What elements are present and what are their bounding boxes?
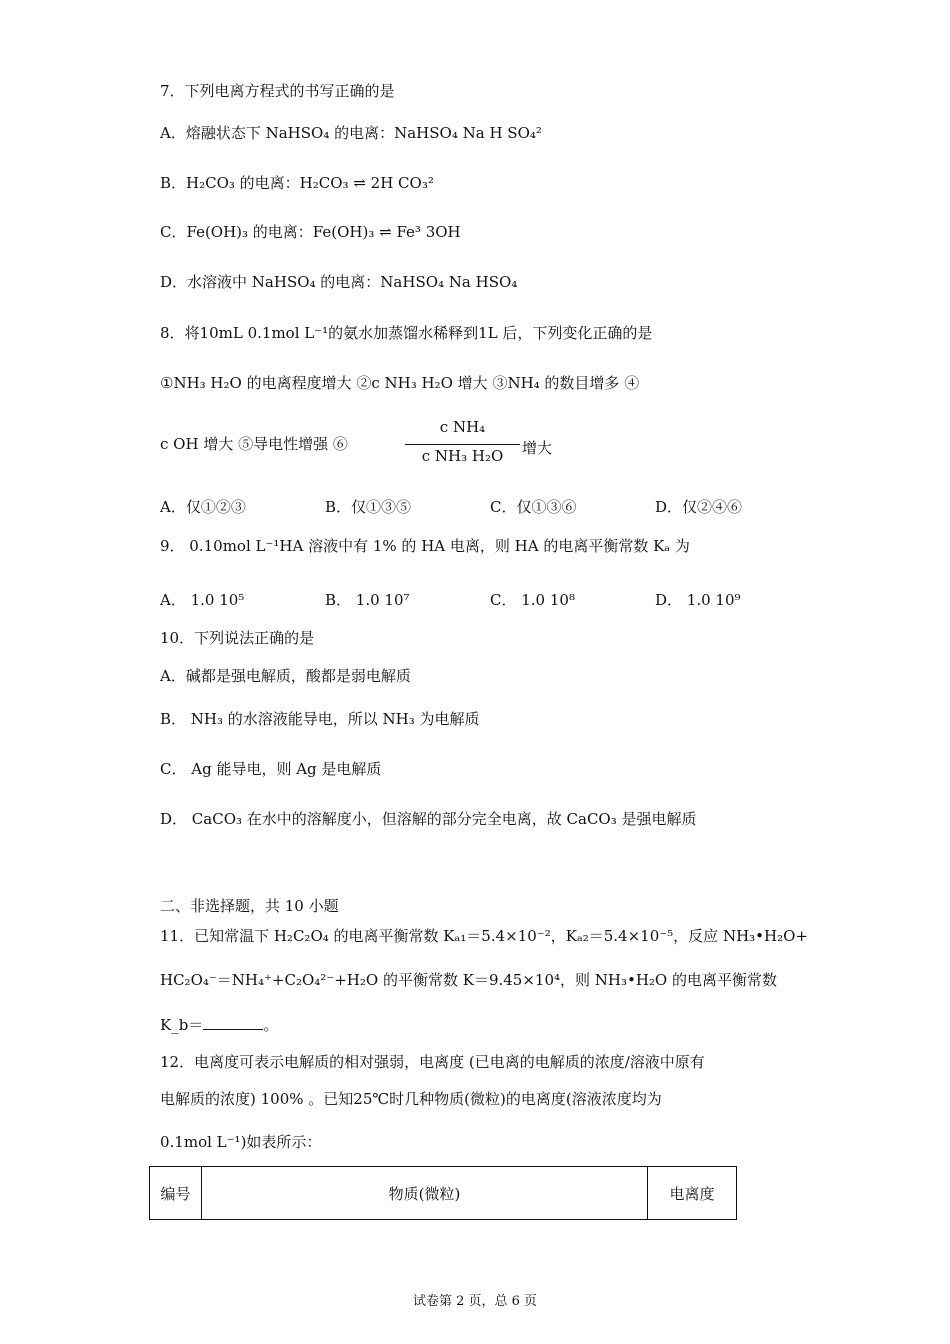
q10-option-a: A．碱都是强电解质，酸都是弱电解质: [160, 667, 411, 685]
fraction-numerator: c NH₄: [439, 418, 486, 436]
q11-line2: HC₂O₄⁻＝NH₄⁺+C₂O₄²⁻+H₂O 的平衡常数 K＝9.45×10⁴，则 NH₃•H₂O 的电离平衡常数: [160, 971, 778, 989]
table-header-substance: 物质(微粒): [202, 1167, 648, 1219]
q12-line3: 0.1mol L⁻¹)如表所示：: [160, 1133, 322, 1151]
q9-choice-c: C． 1.0 10⁸: [490, 591, 575, 609]
q8-fraction: [405, 418, 520, 465]
q7-option-c: C．Fe(OH)₃ 的电离：Fe(OH)₃ ⇌ Fe³ 3OH: [160, 223, 461, 241]
q7-option-b: B．H₂CO₃ 的电离：H₂CO₃ ⇌ 2H CO₃²: [160, 174, 434, 192]
section-heading: 二、非选择题，共 10 小题: [160, 897, 339, 915]
q9-choice-a: A． 1.0 10⁵: [160, 591, 245, 609]
q9-choice-d: D． 1.0 10⁹: [655, 591, 741, 609]
page-footer: 试卷第 2 页，总 6 页: [412, 1294, 538, 1309]
q8-choice-b: B．仅①③⑤: [325, 498, 412, 516]
q8-stem: 8．将10mL 0.1mol L⁻¹的氨水加蒸馏水稀释到1L 后，下列变化正确的是: [160, 324, 653, 342]
q8-choice-d: D．仅②④⑥: [655, 498, 743, 516]
q8-items-line2-end: 增大: [522, 439, 553, 457]
q8-items-line2: c OH 增大 ⑤导电性增强 ⑥: [160, 435, 348, 453]
q12-line2: 电解质的浓度) 100% 。已知25℃时几种物质(微粒)的电离度(溶液浓度均为: [160, 1090, 662, 1108]
answer-blank: [203, 1017, 263, 1030]
q12-line1: 12．电离度可表示电解质的相对强弱，电离度 (已电离的电解质的浓度/溶液中原有: [160, 1053, 705, 1071]
q7-option-d: D．水溶液中 NaHSO₄ 的电离：NaHSO₄ Na HSO₄: [160, 273, 518, 291]
fraction-denominator: c NH₃ H₂O: [421, 447, 504, 465]
q8-choice-a: A．仅①②③: [160, 498, 246, 516]
q8-items-line1: ①NH₃ H₂O 的电离程度增大 ②c NH₃ H₂O 增大 ③NH₄ 的数目增多 ④: [160, 374, 640, 392]
kb-label: K_b＝: [160, 1016, 204, 1034]
fraction-bar: [405, 444, 520, 445]
q9-choice-b: B． 1.0 10⁷: [325, 591, 410, 609]
q10-stem: 10．下列说法正确的是: [160, 629, 315, 647]
q10-option-c: C． Ag 能导电，则 Ag 是电解质: [160, 760, 382, 778]
table-header-number: 编号: [150, 1167, 202, 1219]
q9-stem: 9． 0.10mol L⁻¹HA 溶液中有 1% 的 HA 电离，则 HA 的电离平衡常数 Kₐ 为: [160, 537, 690, 555]
table-header-degree: 电离度: [669, 1184, 715, 1203]
q11-line3: [160, 1017, 278, 1033]
kb-end: 。: [263, 1016, 279, 1034]
q8-choice-c: C．仅①③⑥: [490, 498, 577, 516]
q11-line1: 11．已知常温下 H₂C₂O₄ 的电离平衡常数 Kₐ₁＝5.4×10⁻²，Kₐ₂＝5.4×10⁻⁵，反应 NH₃•H₂O+: [160, 927, 808, 945]
q7-stem: 7．下列电离方程式的书写正确的是: [160, 82, 395, 100]
ionization-table: [149, 1166, 737, 1220]
q7-option-a: A．熔融状态下 NaHSO₄ 的电离：NaHSO₄ Na H SO₄²: [160, 124, 542, 142]
q10-option-b: B． NH₃ 的水溶液能导电，所以 NH₃ 为电解质: [160, 710, 480, 728]
q10-option-d: D． CaCO₃ 在水中的溶解度小，但溶解的部分完全电离，故 CaCO₃ 是强电解质: [160, 810, 697, 828]
